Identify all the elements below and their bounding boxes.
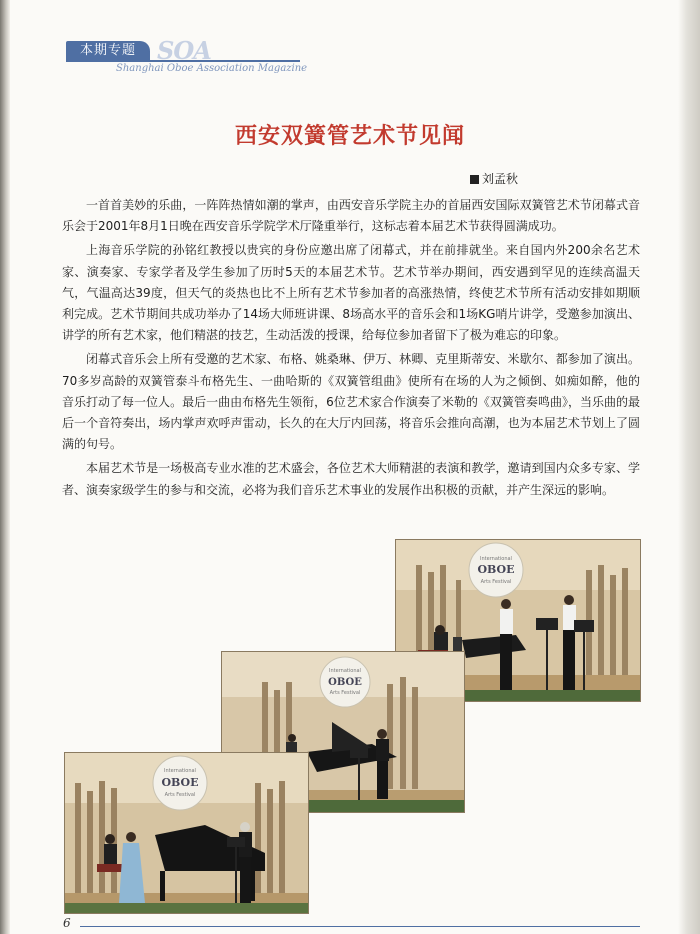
article-title: 西安双簧管艺术节见闻 bbox=[234, 123, 465, 149]
paragraph: 上海音乐学院的孙铭红教授以贵宾的身份应邀出席了闭幕式，并在前排就坐。来自国内外200余名艺术家、演奏家、专家学者及学生参加了历时5天的本届艺术节。艺术节举办期间，西安遇到罕见的连续高温天气，气温高达39度，但天气的炎热也比不上所有艺术节参加者的高涨热情，终使艺术节所有活动安排如期顺利完成。艺术节期间共成功举办了14场大师班讲课、8场高水平的音乐会和1场KG哨片讲学，受邀参加演出、讲学的所有艺术家，他们精湛的技艺，生动活泼的授课，给每位参加者留下了极为难忘的印象。 bbox=[62, 243, 640, 343]
banner-text: International bbox=[480, 556, 512, 562]
banner-text: International bbox=[329, 668, 361, 674]
banner-text: Arts Festival bbox=[480, 579, 512, 585]
soa-logo: SOA bbox=[157, 36, 211, 65]
banner-text: OBOE bbox=[477, 563, 515, 576]
footer-rule bbox=[80, 926, 640, 927]
banner-text: International bbox=[164, 768, 196, 774]
paragraph: 本届艺术节是一场极高专业水准的艺术盛会，各位艺术大师精湛的表演和教学，邀请到国内众多专家、学者、演奏家级学生的参与和交流，必将为我们音乐艺术事业的发展作出积极的贡献，并产生深远的影响。 bbox=[62, 461, 640, 497]
magazine-name: Shanghai Oboe Association Magazine bbox=[116, 63, 308, 74]
paragraph: 一首首美妙的乐曲，一阵阵热情如潮的掌声，由西安音乐学院主办的首届西安国际双簧管艺术节闭幕式音乐会于2001年8月1日晚在西安音乐学院学术厅隆重举行，这标志着本届艺术节获得圆满成功。 bbox=[62, 198, 640, 234]
banner-text: OBOE bbox=[328, 677, 362, 688]
article-author: 刘孟秋 bbox=[470, 170, 518, 187]
concert-photo-piano bbox=[64, 752, 309, 914]
banner-text: Arts Festival bbox=[329, 690, 361, 696]
paragraph: 闭幕式音乐会上所有受邀的艺术家、布格、姚桑琳、伊万、林卿、克里斯蒂安、米歇尔、都参加了演出。70多岁高龄的双簧管泰斗布格先生、一曲哈斯的《双簧管组曲》使所有在场的人为之倾倒、如痴如醉，他的音乐打动了每一位人。最后一曲由布格先生领衔，6位艺术家合作演奏了米勒的《双簧管奏鸣曲》，当乐曲的最后一个音符奏出，场内掌声欢呼声雷动，长久的在大厅内回荡，将音乐会推向高潮，也为本届艺术节划上了圆满的句号。 bbox=[62, 352, 640, 452]
banner-text: OBOE bbox=[161, 776, 199, 789]
article-body bbox=[62, 195, 640, 504]
page-number: 6 bbox=[63, 916, 71, 930]
banner-text: Arts Festival bbox=[164, 792, 196, 798]
section-tab: 本期专题 bbox=[66, 41, 150, 60]
